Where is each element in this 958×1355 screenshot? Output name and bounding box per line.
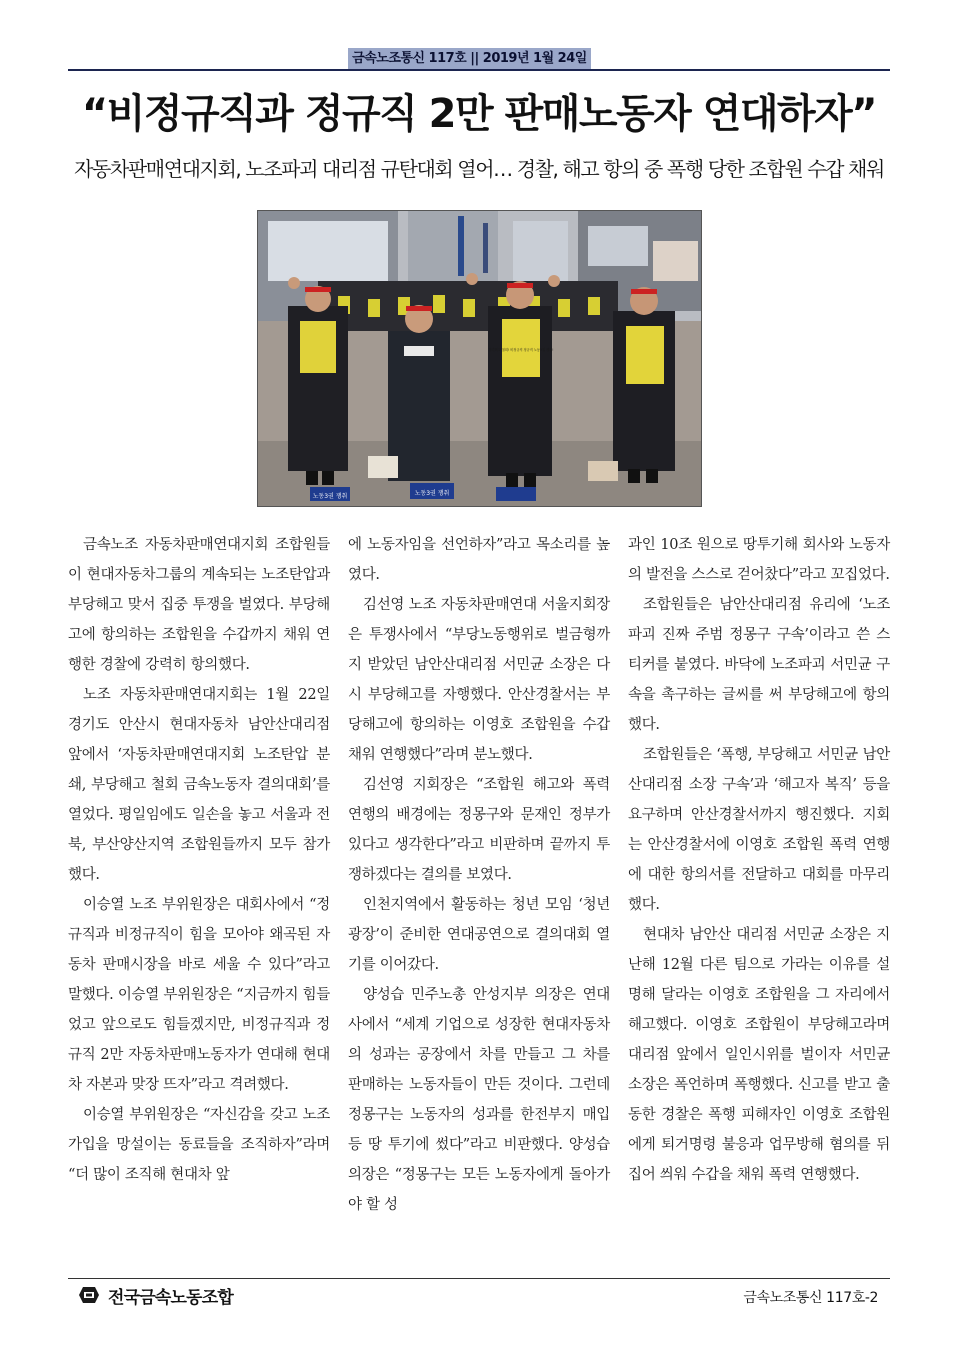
paragraph: 에 노동자임을 선언하자”라고 목소리를 높였다.	[348, 537, 610, 583]
page-number: 금속노조통신 117호-2	[743, 1290, 878, 1306]
footer-rule	[68, 1278, 890, 1279]
paragraph: 조합원들은 ‘폭행, 부당해고 서민균 남안산대리점 소장 구속’과 ‘해고자 복직’ 등을 요구하며 안산경찰서까지 행진했다. 지회는 안산경찰서에 이영호 조합원 폭력 연행에 대한 항의서를 전달하고 대회를 마무리했다.	[628, 747, 890, 913]
paragraph: 김선영 노조 자동차판매연대 서울지회장은 투쟁사에서 “부당노동행위로 벌금형까지 받았던 남안산대리점 서민균 소장은 다시 부당해고를 자행했다. 안산경찰서는 부당해고에 항의하는 이영호 조합원을 수갑 채워 연행했다”라며 분노했다.	[348, 597, 610, 763]
article-column-3	[628, 530, 890, 1190]
rally-photo	[257, 210, 702, 507]
paragraph: 이승열 노조 부위원장은 대회사에서 “정규직과 비정규직이 힘을 모아야 왜곡된 자동차 판매시장을 바로 세울 수 있다”라고 말했다. 이승열 부위원장은 “지금까지 힘들었고 앞으로도 힘들겠지만, 비정규직과 정규직 2만 자동차판매노동자가 연대해 현대차 자본과 맞장 뜨자”라고 격려했다.	[68, 897, 330, 1093]
article-subhead: 자동차판매연대지회, 노조파괴 대리점 규탄대회 열어… 경찰, 해고 항의 중 폭행 당한 조합원 수갑 채워	[74, 157, 884, 181]
paragraph: 금속노조 자동차판매연대지회 조합원들이 현대자동차그룹의 계속되는 노조탄압과 부당해고 맞서 집중 투쟁을 벌였다. 부당해고에 항의하는 조합원을 수갑까지 채워 연행한 경찰에 강력히 항의했다.	[68, 537, 330, 673]
paragraph: 인천지역에서 활동하는 청년 모임 ‘청년광장’이 준비한 연대공연으로 결의대회 열기를 이어갔다.	[348, 897, 610, 973]
paragraph: 양성습 민주노총 안성지부 의장은 연대사에서 “세계 기업으로 성장한 현대자동차의 성과는 공장에서 차를 만들고 그 차를 판매하는 노동자들이 만든 것이다. 그런데 정몽구는 노동자의 성과를 한전부지 매입 등 땅 투기에 썼다”라고 비판했다. 양성습 의장은 “정몽구는 모든 노동자에게 돌아가야 할 성	[348, 987, 610, 1213]
paragraph: 조합원들은 남안산대리점 유리에 ‘노조파괴 진짜 주범 정몽구 구속’이라고 쓴 스티커를 붙였다. 바닥에 노조파괴 서민균 구속을 촉구하는 글씨를 써 부당해고에 항의했다.	[628, 597, 890, 733]
masthead-banner: 금속노조통신 117호 || 2019년 1월 24일	[348, 48, 591, 70]
rally-photo-illustration	[258, 211, 701, 506]
header-rule	[68, 69, 890, 71]
footer-org	[76, 1282, 233, 1308]
union-logo-icon	[76, 1283, 102, 1307]
paragraph: 이승열 부위원장은 “자신감을 갖고 노조 가입을 망설이는 동료들을 조직하자”라며 “더 많이 조직해 현대차 앞	[68, 1107, 330, 1183]
article-headline: “비정규직과 정규직 2만 판매노동자 연대하자”	[81, 91, 877, 137]
article-column-2	[348, 530, 610, 1220]
article-column-1	[68, 530, 330, 1190]
placard-text: 노동3권 쟁취	[414, 490, 450, 497]
placard-text: 노동3권 쟁취	[312, 493, 348, 500]
paragraph: 과인 10조 원으로 땅투기해 회사와 노동자의 발전을 스스로 걷어찼다”라고 꼬집었다.	[628, 537, 890, 583]
paragraph: 노조 자동차판매연대지회는 1월 22일 경기도 안산시 현대자동차 남안산대리점 앞에서 ‘자동차판매연대지회 노조탄압 분쇄, 부당해고 철회 금속노동자 결의대회’를 열었다. 평일임에도 일손을 놓고 서울과 전북, 부산양산지역 조합원들까지 모두 참가했다.	[68, 687, 330, 883]
paragraph: 현대차 남안산 대리점 서민균 소장은 지난해 12월 다른 팀으로 가라는 이유를 설명해 달라는 이영호 조합원을 그 자리에서 해고했다. 이영호 조합원이 부당해고라며 대리점 앞에서 일인시위를 벌이자 서민균 소장은 폭언하며 폭행했다. 신고를 받고 출동한 경찰은 폭행 피해자인 이영호 조합원에게 퇴거명령 불응과 업무방해 혐의를 뒤집어 씌워 수갑을 채워 폭력 연행했다.	[628, 927, 890, 1183]
vest-text: 정리해고 철회! 비정규직 정규직 노동3권 쟁취!	[488, 348, 554, 352]
paragraph: 김선영 지회장은 “조합원 해고와 폭력 연행의 배경에는 정몽구와 문재인 정부가 있다고 생각한다”라고 비판하며 끝까지 투쟁하겠다는 결의를 보였다.	[348, 777, 610, 883]
union-name: 전국금속노동조합	[108, 1287, 233, 1308]
